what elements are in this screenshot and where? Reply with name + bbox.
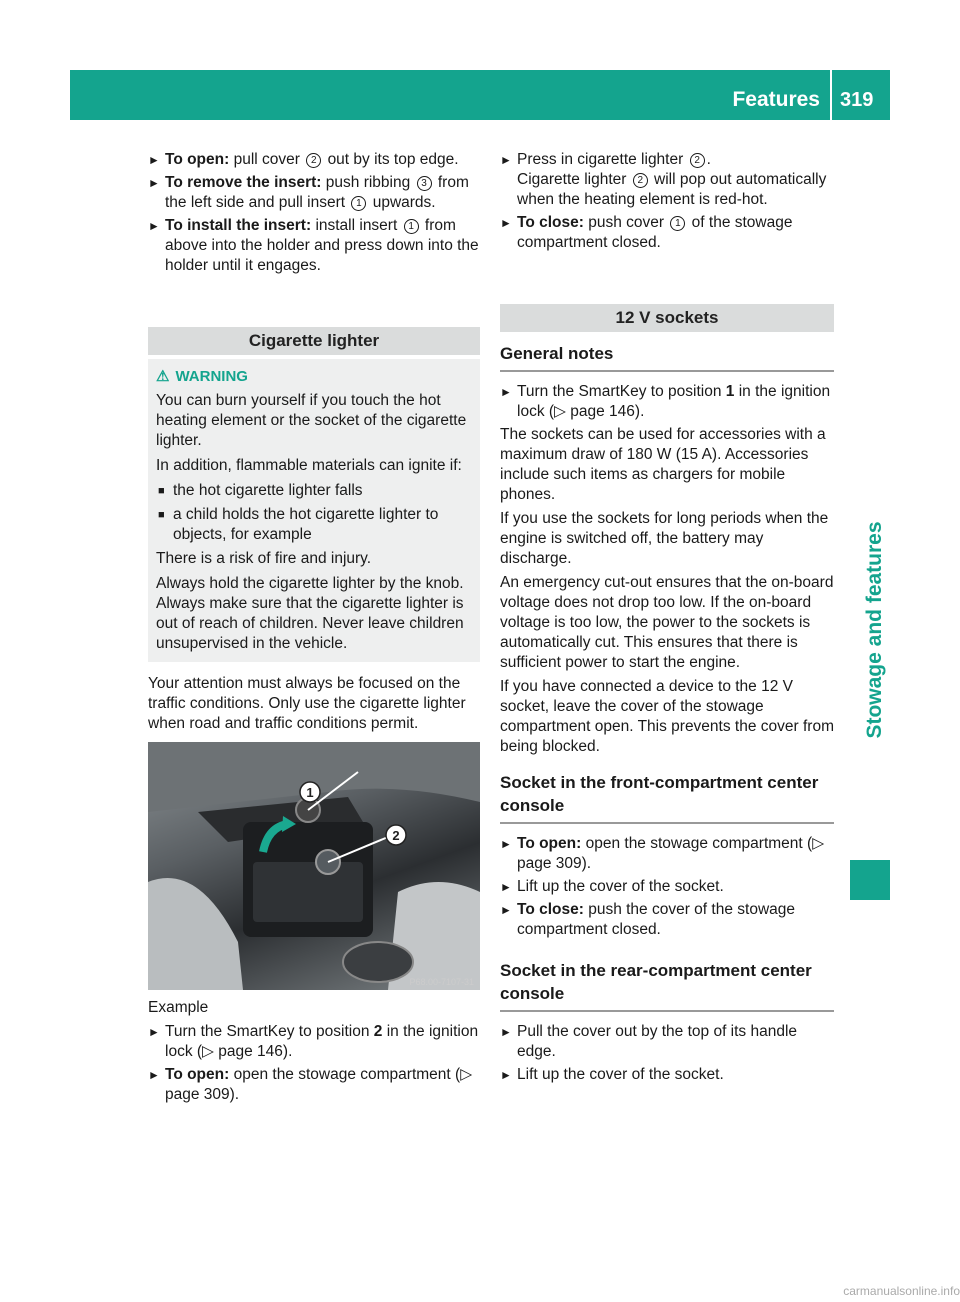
callout-number: 2 xyxy=(306,153,321,168)
side-tab-marker xyxy=(850,860,890,900)
step-arrow-icon: ► xyxy=(500,1025,512,1039)
step-remove-insert: ► To remove the insert: push ribbing 3 from the left side and pull insert 1 upwards. xyxy=(148,174,469,211)
body-paragraph: If you have connected a device to the 12 V socket, leave the cover of the stowage compartment open. This prevents the cover from being blocked. xyxy=(500,678,834,755)
step-arrow-icon: ► xyxy=(500,216,512,230)
step-arrow-icon: ► xyxy=(500,903,512,917)
bullet-icon: ■ xyxy=(158,509,165,521)
section-title-cigarette-lighter: Cigarette lighter xyxy=(148,327,480,355)
step-close-cover: ► To close: push the cover of the stowage compartment closed. xyxy=(500,901,796,938)
step-close-cover: ► To close: push cover 1 of the stowage compartment closed. xyxy=(500,214,793,251)
section-title-12v-sockets: 12 V sockets xyxy=(500,304,834,332)
page-number: 319 xyxy=(840,89,874,111)
warning-text: In addition, flammable materials can ignite if: xyxy=(156,457,462,474)
step-open-compartment: ► To open: open the stowage compartment (▷ page 309). xyxy=(500,835,825,872)
attention-paragraph: Your attention must always be focused on the traffic conditions. Only use the cigarette lighter when road and traffic conditions permit. xyxy=(148,675,466,732)
step-press-lighter: ► Press in cigarette lighter 2 . Cigarette lighter 2 will pop out automatically when the heating element is red-hot. xyxy=(500,151,827,208)
callout-number: 1 xyxy=(404,219,419,234)
step-arrow-icon: ► xyxy=(500,837,512,851)
step-turn-smartkey: ► Turn the SmartKey to position 2 in the ignition lock (▷ page 146). xyxy=(148,1023,479,1060)
step-arrow-icon: ► xyxy=(148,176,160,190)
body-paragraph: If you use the sockets for long periods when the engine is switched off, the battery may discharge. xyxy=(500,510,829,567)
figure-code: P68.00-7107-31 xyxy=(409,977,474,987)
step-arrow-icon: ► xyxy=(148,153,160,167)
subheading-front-socket: Socket in the front-compartment center console xyxy=(500,771,834,824)
warning-bullet: ■ a child holds the hot cigarette lighter to objects, for example xyxy=(158,506,439,543)
side-tab-label: Stowage and features xyxy=(863,521,886,739)
figure-caption: Example xyxy=(148,999,209,1016)
step-open-compartment: ► To open: open the stowage compartment (▷ page 309). xyxy=(148,1066,473,1103)
step-arrow-icon: ► xyxy=(148,1025,160,1039)
left-column xyxy=(148,150,480,1108)
body-paragraph: An emergency cut-out ensures that the on-board voltage does not drop too low. If the on-board voltage is too low, the power to the sockets is automatically cut. This ensures that there is sufficient power to start the engine. xyxy=(500,574,834,671)
callout-number: 2 xyxy=(690,153,705,168)
step-arrow-icon: ► xyxy=(500,153,512,167)
warning-triangle-icon: ⚠ xyxy=(156,368,170,385)
step-pull-cover: ► Pull the cover out by the top of its handle edge. xyxy=(500,1023,798,1060)
step-lift-cover: ► Lift up the cover of the socket. xyxy=(500,1066,724,1083)
step-turn-smartkey: ► Turn the SmartKey to position 1 in the ignition lock (▷ page 146). xyxy=(500,383,831,420)
warning-bullet: ■ the hot cigarette lighter falls xyxy=(158,482,363,499)
warning-title: ⚠ WARNING xyxy=(156,368,248,385)
center-console-photo xyxy=(148,742,480,990)
callout-number: 1 xyxy=(670,216,685,231)
body-paragraph: The sockets can be used for accessories with a maximum draw of 180 W (15 A). Accessories include such items as chargers for mobile phones. xyxy=(500,426,826,503)
chapter-title: Features xyxy=(732,88,820,111)
header-separator xyxy=(830,70,832,120)
subheading-rear-socket: Socket in the rear-compartment center console xyxy=(500,959,834,1012)
right-column xyxy=(500,150,834,1088)
step-arrow-icon: ► xyxy=(500,385,512,399)
figure-callout-1: 1 xyxy=(306,785,314,800)
bullet-icon: ■ xyxy=(158,485,165,497)
step-to-open: ► To open: pull cover 2 out by its top edge. xyxy=(148,151,459,168)
callout-number: 2 xyxy=(633,173,648,188)
step-arrow-icon: ► xyxy=(148,1068,160,1082)
step-arrow-icon: ► xyxy=(148,219,160,233)
footer-watermark: carmanualsonline.info xyxy=(843,1284,960,1298)
warning-text: You can burn yourself if you touch the hot heating element or the socket of the cigarette lighter. xyxy=(156,392,467,449)
warning-box xyxy=(148,359,480,662)
warning-text: There is a risk of fire and injury. xyxy=(156,550,372,567)
callout-number: 1 xyxy=(351,196,366,211)
step-arrow-icon: ► xyxy=(500,880,512,894)
console-illustration xyxy=(148,742,480,990)
callout-number: 3 xyxy=(417,176,432,191)
figure-callout-2: 2 xyxy=(392,828,400,843)
step-arrow-icon: ► xyxy=(500,1068,512,1082)
step-install-insert: ► To install the insert: install insert 1 from above into the holder and press down into the holder until it engages. xyxy=(148,217,479,274)
warning-text: Always hold the cigarette lighter by the knob. Always make sure that the cigarette lighter is out of reach of children. Never leave children unsupervised in the vehicle. xyxy=(156,575,464,652)
subheading-general-notes: General notes xyxy=(500,342,834,372)
step-lift-cover: ► Lift up the cover of the socket. xyxy=(500,878,724,895)
